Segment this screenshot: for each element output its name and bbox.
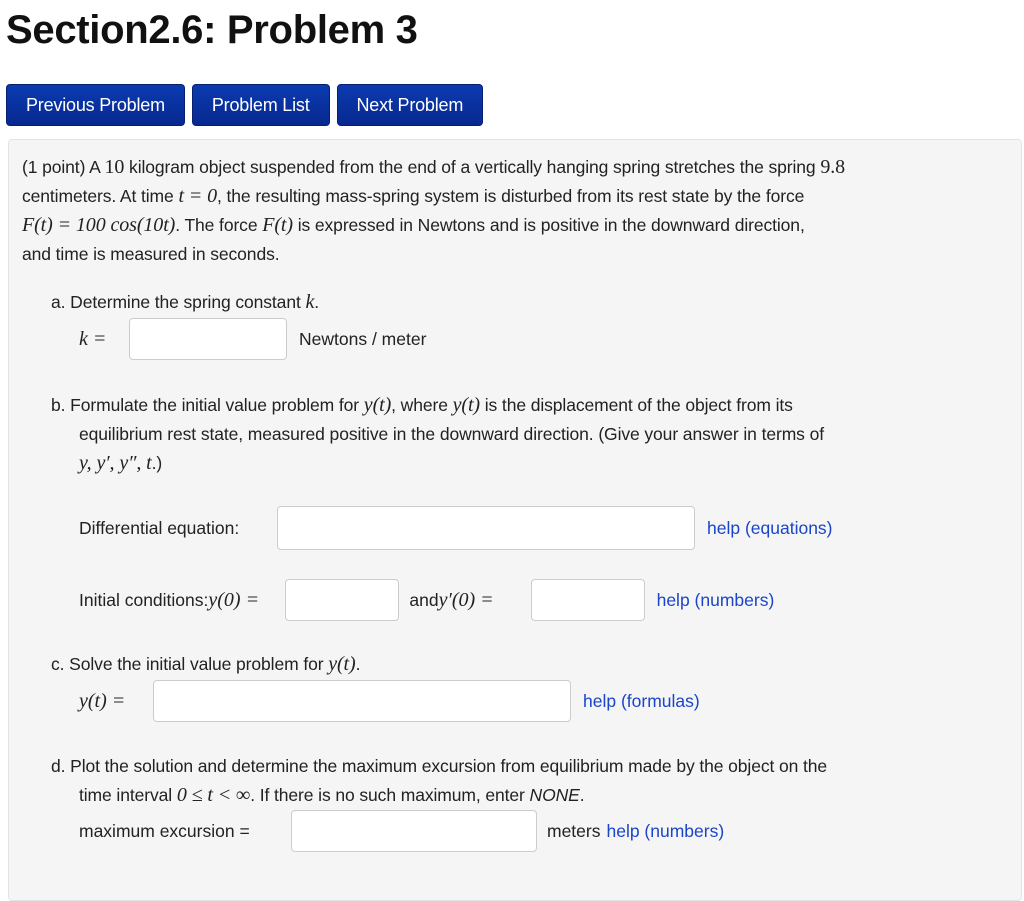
max-excursion-label: maximum excursion =: [79, 820, 250, 841]
help-numbers-link[interactable]: help (numbers): [656, 589, 775, 610]
yp0-label: y′(0) =: [438, 588, 494, 611]
text: is the displacement of the object from its: [479, 395, 793, 415]
text: d. Plot the solution and determine the maximum excursion from equilibrium made by the object on the: [51, 756, 828, 776]
text: equilibrium rest state, measured positive in the downward direction. (Give your answer in terms of: [79, 424, 824, 444]
yt-label: y(t) =: [79, 689, 126, 712]
text: , where: [391, 395, 453, 415]
problem-panel: [8, 139, 1022, 901]
text: b. Formulate the initial value problem for: [51, 395, 364, 415]
k-label: k =: [79, 327, 107, 350]
text: .: [355, 654, 361, 674]
text: is expressed in Newtons and is positive in the downward direction,: [292, 215, 805, 235]
text: (1 point) A: [22, 157, 105, 177]
force-symbol: F(t): [262, 214, 293, 236]
mass-value: 10: [104, 156, 125, 178]
problem-list-button[interactable]: Problem List: [192, 84, 330, 126]
unit-label: meters: [547, 820, 601, 841]
text: centimeters. At time: [22, 186, 179, 206]
text: .: [579, 785, 585, 805]
part-b-prompt: [51, 391, 971, 478]
text: a. Determine the spring constant: [51, 292, 306, 312]
differential-equation-input[interactable]: [277, 506, 695, 550]
text: kilogram object suspended from the end of a vertically hanging spring stretches the spring: [124, 157, 821, 177]
part-d-answer: [79, 810, 724, 852]
math: y(t): [452, 394, 480, 416]
de-label: Differential equation:: [79, 517, 240, 538]
text: . The force: [175, 215, 263, 235]
problem-nav: [6, 84, 483, 126]
text: and: [409, 589, 439, 610]
problem-intro: [22, 153, 1012, 269]
y0-input[interactable]: [285, 579, 399, 621]
ic-label: Initial conditions:: [79, 589, 209, 610]
y0-label: y(0) =: [208, 588, 260, 611]
math: 0 ≤ t < ∞: [176, 784, 251, 806]
help-equations-link[interactable]: help (equations): [707, 517, 833, 538]
part-a-answer: [79, 318, 426, 360]
math: y, y′, y″, t: [79, 452, 152, 474]
max-excursion-input[interactable]: [291, 810, 537, 852]
solution-input[interactable]: [153, 680, 571, 722]
help-numbers-link[interactable]: help (numbers): [606, 820, 725, 841]
unit-label: Newtons / meter: [299, 328, 427, 349]
text: . If there is no such maximum, enter: [250, 785, 530, 805]
text: .: [314, 292, 320, 312]
part-c-prompt: [51, 650, 1024, 679]
text: , the resulting mass-spring system is disturbed from its rest state by the force: [217, 186, 805, 206]
yp0-input[interactable]: [531, 579, 645, 621]
text: NONE: [529, 785, 580, 805]
stretch-value: 9.8: [820, 156, 846, 178]
spring-constant-input[interactable]: [129, 318, 287, 360]
help-formulas-link[interactable]: help (formulas): [583, 690, 700, 711]
k-symbol: k: [305, 291, 315, 313]
math: y(t): [363, 394, 392, 416]
differential-equation-row: [79, 506, 833, 550]
time-eq: t = 0: [178, 185, 217, 207]
initial-conditions-row: [79, 579, 774, 621]
math: y(t): [328, 653, 356, 675]
text: time interval: [79, 785, 177, 805]
part-d-prompt: [51, 752, 1024, 810]
page-title: Section2.6: Problem 3: [6, 8, 418, 52]
text: and time is measured in seconds.: [22, 244, 280, 264]
text: .): [151, 453, 163, 473]
text: c. Solve the initial value problem for: [51, 654, 329, 674]
force-eq: F(t) = 100 cos(10t): [22, 214, 176, 236]
part-a-prompt: [51, 288, 1024, 317]
next-problem-button[interactable]: Next Problem: [337, 84, 484, 126]
previous-problem-button[interactable]: Previous Problem: [6, 84, 185, 126]
part-c-answer: [79, 680, 700, 722]
